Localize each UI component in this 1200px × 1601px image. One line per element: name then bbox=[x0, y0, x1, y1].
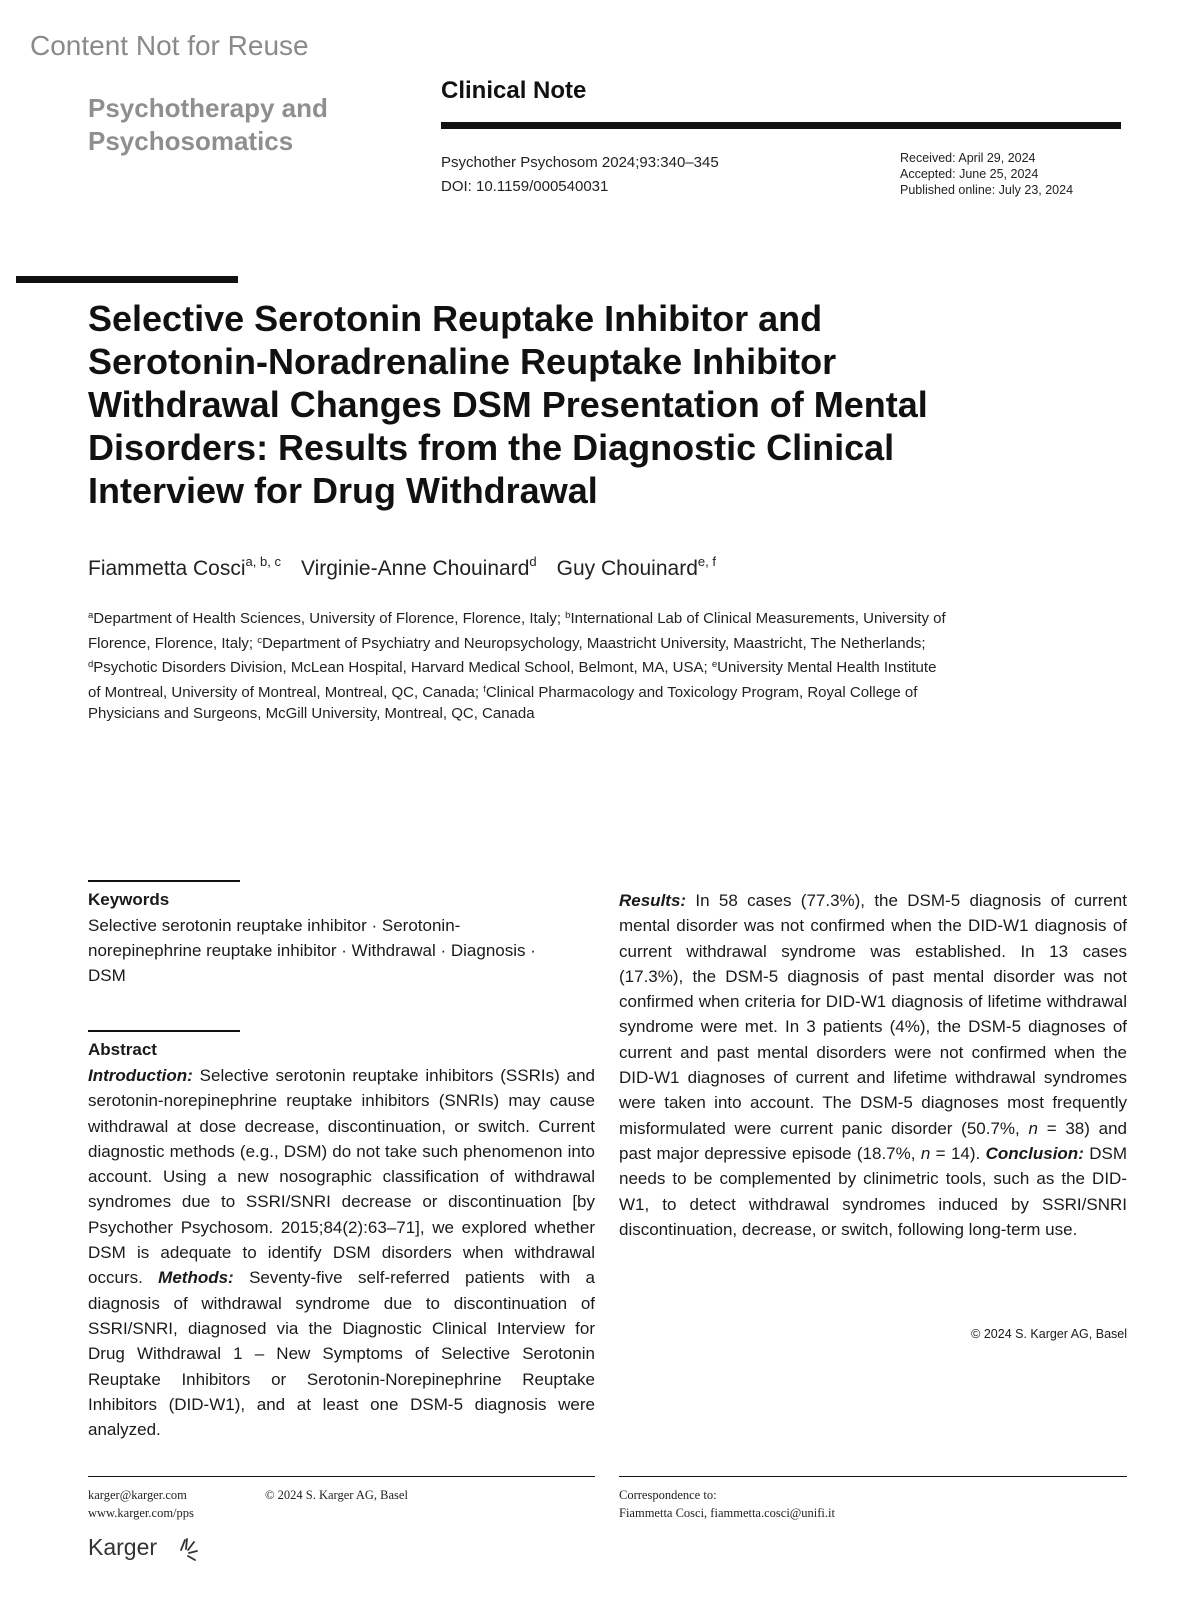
footer-rule-right bbox=[619, 1476, 1127, 1477]
affiliation-text: Department of Psychiatry and Neuropsychology, Maastricht University, Maastricht, The Netherlands; bbox=[261, 634, 926, 652]
abstract-results-text: In 58 cases (77.3%), the DSM-5 diagnosis of current mental disorder was not confirmed when the DID-W1 diagnosis of current withdrawal syndrome was established. In 13 cases (17.3%), the DSM-5 diagnosis of past mental disorder was not confirmed when criteria for DID-W1 diagnosis of lifetime withdrawal syndrome were met. In 3 patients (4%), the DSM-5 diagnoses of current and past mental disorders were not confirmed when the DID-W1 diagnoses of current and lifetime withdrawal syndromes were taken into account. The DSM-5 diagnoses most frequently misformulated were current panic disorder (50.7%, bbox=[619, 891, 1127, 1138]
affiliation-mark: a bbox=[88, 610, 94, 621]
author-name[interactable]: Guy Chouinard bbox=[556, 557, 698, 580]
abstract-intro-label: Introduction: bbox=[88, 1066, 193, 1085]
abstract-column-left bbox=[88, 1063, 595, 1442]
affiliation-mark: e bbox=[711, 659, 718, 670]
correspondence-label: Correspondence to: bbox=[619, 1488, 717, 1502]
abstract-methods-label: Methods: bbox=[158, 1268, 234, 1288]
author-affiliation-marks: d bbox=[529, 554, 537, 569]
abstract-copyright: © 2024 S. Karger AG, Basel bbox=[971, 1327, 1127, 1341]
author-name[interactable]: Fiammetta Cosci bbox=[88, 557, 246, 580]
abstract-conclusion-text: DSM needs to be complemented by clinimetric tools, such as the DID-W1, to detect withdrawal syndromes induced by SSRI/SNRI discontinuation, decrease, or switch, following long-term use. bbox=[619, 1143, 1128, 1239]
abstract-column-right bbox=[619, 888, 1127, 1242]
journal-name bbox=[88, 92, 408, 158]
watermark: Content Not for Reuse bbox=[30, 30, 309, 61]
abstract-results-text: = 38) and past major depressive episode (18.7%, bbox=[619, 1118, 1127, 1163]
title-rule bbox=[16, 276, 238, 283]
citation bbox=[441, 151, 719, 199]
affiliation-mark: c bbox=[257, 634, 262, 646]
publisher-logo-text: Karger bbox=[88, 1534, 158, 1560]
published-date: Published online: July 23, 2024 bbox=[900, 183, 1074, 197]
publisher-logo-mark-icon bbox=[178, 1534, 200, 1564]
affiliation-text: Psychotic Disorders Division, McLean Hospital, Harvard Medical School, Belmont, MA, USA; bbox=[93, 659, 712, 676]
abstract-intro-text: Selective serotonin reuptake inhibitors (SSRIs) and serotonin-norepinephrine reuptake inhibitors (SNRIs) may cause withdrawal at dose decrease, discontinuation, or switch. Current diagnostic methods (e.g., DSM) do not take such phenomenon into account. Using a new nosographic classification of withdrawal syndromes due to SSRI/SNRI decrease or discontinuation [by Psychother Psychosom. 2015;84(2):63–71], we explored whether DSM is adequate to identify DSM disorders when withdrawal occurs. bbox=[88, 1066, 595, 1288]
author-name[interactable]: Virginie-Anne Chouinard bbox=[300, 557, 530, 580]
affiliation-mark: d bbox=[88, 659, 94, 670]
footer-contact bbox=[88, 1486, 194, 1522]
abstract-results-label: Results: bbox=[619, 891, 687, 910]
author-affiliation-marks: e, f bbox=[697, 554, 716, 569]
footer-correspondence bbox=[619, 1486, 835, 1522]
n-symbol: n bbox=[1028, 1118, 1038, 1138]
footer-email-link[interactable]: karger@karger.com bbox=[88, 1488, 187, 1502]
accepted-date: Accepted: June 25, 2024 bbox=[900, 167, 1039, 181]
n-symbol: n bbox=[920, 1143, 931, 1163]
affiliation-mark: f bbox=[483, 683, 486, 695]
doi[interactable]: DOI: 10.1159/000540031 bbox=[441, 178, 609, 195]
journal-name-line2: Psychosomatics bbox=[88, 126, 294, 156]
article-type-rule bbox=[441, 122, 1121, 129]
article-title: Selective Serotonin Reuptake Inhibitor and Serotonin-Noradrenaline Reuptake Inhibitor Withdrawal Changes DSM Presentation of Mental Disorders: Results from the Diagnostic Clinical Interview for Drug Withdrawal bbox=[88, 298, 928, 511]
correspondence-contact[interactable]: Fiammetta Cosci, fiammetta.cosci@unifi.it bbox=[619, 1506, 835, 1520]
abstract-rule bbox=[88, 1030, 240, 1032]
abstract-heading: Abstract bbox=[88, 1040, 157, 1059]
publisher-logo bbox=[88, 1534, 157, 1561]
affiliation-text: International Lab of Clinical Measurements, University of Florence, Florence, Italy; bbox=[88, 610, 946, 652]
abstract-results-text: = 14). bbox=[930, 1143, 986, 1163]
publication-dates bbox=[900, 150, 1121, 198]
abstract-conclusion-label: Conclusion: bbox=[985, 1143, 1084, 1163]
keywords-text: Selective serotonin reuptake inhibitor · Serotonin-norepinephrine reuptake inhibitor · Withdrawal · Diagnosis · DSM bbox=[88, 916, 536, 985]
affiliation-mark: b bbox=[565, 610, 571, 621]
affiliation-text: University Mental Health Institute of Montreal, University of Montreal, Montreal, QC, Canada; bbox=[88, 659, 937, 701]
journal-reference: Psychother Psychosom 2024;93:340–345 bbox=[441, 154, 719, 171]
author-affiliation-marks: a, b, c bbox=[245, 554, 281, 569]
footer-copyright: © 2024 S. Karger AG, Basel bbox=[265, 1488, 408, 1502]
affiliations bbox=[88, 605, 948, 725]
affiliation-text: Clinical Pharmacology and Toxicology Program, Royal College of Physicians and Surgeons, McGill University, Montreal, QC, Canada bbox=[88, 683, 918, 722]
journal-name-line1: Psychotherapy and bbox=[88, 93, 328, 123]
keywords-rule bbox=[88, 880, 240, 882]
authors bbox=[88, 554, 716, 581]
footer-website-link[interactable]: www.karger.com/pps bbox=[88, 1506, 194, 1520]
received-date: Received: April 29, 2024 bbox=[900, 151, 1036, 165]
footer-rule-left bbox=[88, 1476, 595, 1477]
affiliation-text: Department of Health Sciences, University of Florence, Florence, Italy; bbox=[93, 610, 566, 627]
keywords-heading: Keywords bbox=[88, 890, 170, 909]
article-type: Clinical Note bbox=[441, 77, 587, 104]
abstract-methods-text: Seventy-five self-referred patients with a diagnosis of withdrawal syndrome due to discontinuation of SSRI/SNRI, diagnosed via the Diagnostic Clinical Interview for Drug Withdrawal 1 – New Symptoms of Selective Serotonin Reuptake Inhibitors or Serotonin-Norepinephrine Reuptake Inhibitors (DID-W1), and at least one DSM-5 diagnosis were analyzed. bbox=[88, 1268, 595, 1440]
